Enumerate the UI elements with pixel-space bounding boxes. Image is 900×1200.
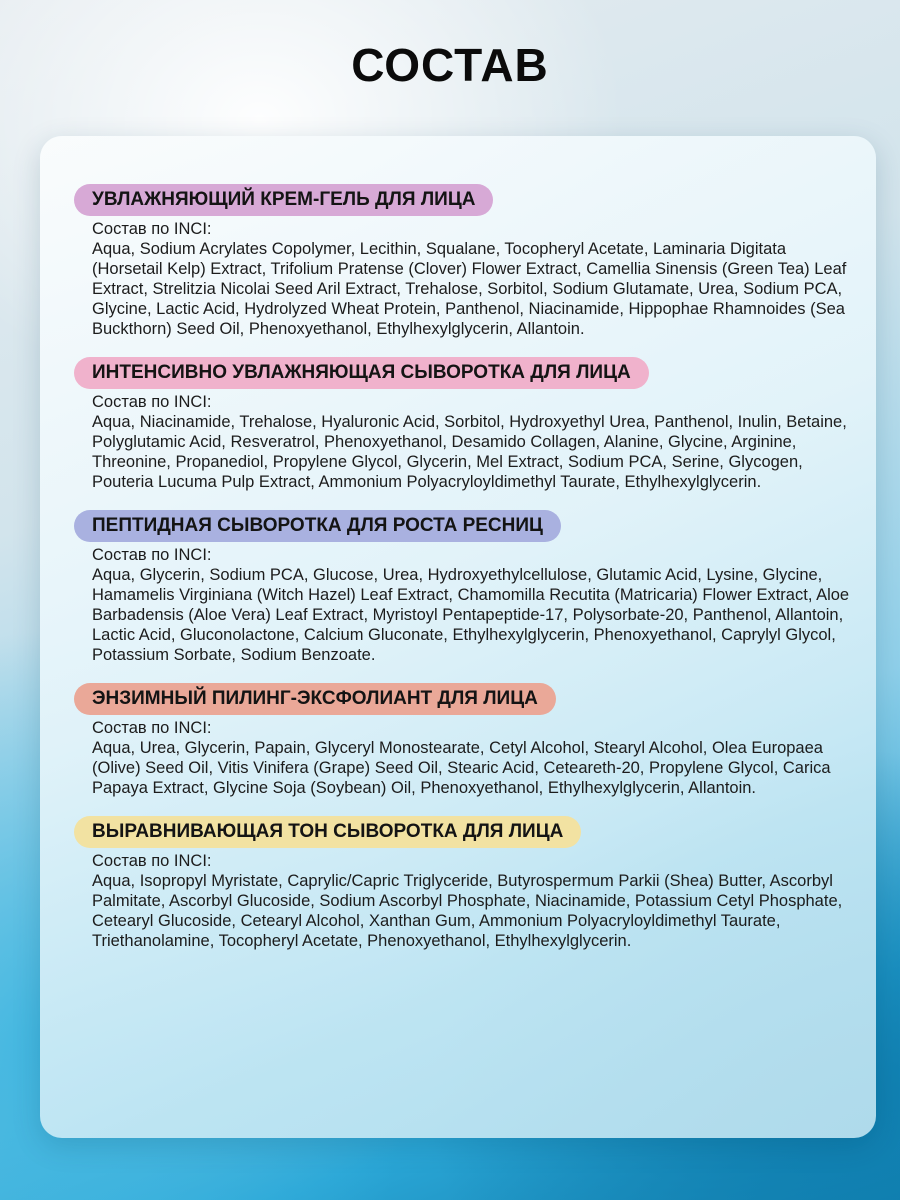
section-heading: ЭНЗИМНЫЙ ПИЛИНГ-ЭКСФОЛИАНТ ДЛЯ ЛИЦА [74,683,556,715]
section-intensive-moisturizing-serum [74,357,847,492]
inci-label: Состав по INCI: [92,852,212,870]
inci-label: Состав по INCI: [92,220,212,238]
inci-label: Состав по INCI: [92,546,212,564]
ingredients-list: Aqua, Niacinamide, Trehalose, Hyaluronic Acid, Sorbitol, Hydroxyethyl Urea, Panthenol, Inulin, Betaine, Polyglutamic Acid, Resveratrol, Phenoxyethanol, Desamido Collagen, Alanine, Glycine, Arginine, Threonine, Propanediol, Propylene Glycol, Glycerin, Mel Extract, Sodium PCA, Serine, Glycogen, Pouteria Lucuma Pulp Extract, Ammonium Polyacryloyldimethyl Taurate, Ethylhexylglycerin. [92,413,847,491]
ingredients-list: Aqua, Urea, Glycerin, Papain, Glyceryl Monostearate, Cetyl Alcohol, Stearyl Alcohol, Olea Europaea (Olive) Seed Oil, Vitis Vinifera (Grape) Seed Oil, Stearic Acid, Ceteareth-20, Propylene Glycol, Carica Papaya Extract, Glycine Soja (Soybean) Oil, Phenoxyethanol, Ethylhexylglycerin, Allantoin. [92,739,831,797]
section-peptide-lash-serum [74,510,850,665]
inci-label: Состав по INCI: [92,393,212,411]
page-title: СОСТАВ [351,39,549,91]
section-heading: ПЕПТИДНАЯ СЫВОРОТКА ДЛЯ РОСТА РЕСНИЦ [74,510,561,542]
section-enzyme-peeling [74,683,842,798]
section-heading: ИНТЕНСИВНО УВЛАЖНЯЮЩАЯ СЫВОРОТКА ДЛЯ ЛИЦА [74,357,649,389]
section-tone-evening-serum [74,816,842,951]
section-heading: ВЫРАВНИВАЮЩАЯ ТОН СЫВОРОТКА ДЛЯ ЛИЦА [74,816,581,848]
ingredients-card [40,136,876,1138]
section-moisturizing-cream-gel [74,184,847,339]
section-heading: УВЛАЖНЯЮЩИЙ КРЕМ-ГЕЛЬ ДЛЯ ЛИЦА [74,184,493,216]
ingredients-list: Aqua, Glycerin, Sodium PCA, Glucose, Urea, Hydroxyethylcellulose, Glutamic Acid, Lysine, Glycine, Hamamelis Virginiana (Witch Hazel) Leaf Extract, Chamomilla Recutita (Matricaria) Flower Extract, Aloe Barbadensis (Aloe Vera) Leaf Extract, Myristoyl Pentapeptide-17, Polysorbate-20, Panthenol, Allantoin, Lactic Acid, Gluconolactone, Calcium Gluconate, Ethylhexylglycerin, Phenoxyethanol, Caprylyl Glycol, Potassium Sorbate, Sodium Benzoate. [92,566,850,664]
ingredients-list: Aqua, Sodium Acrylates Copolymer, Lecithin, Squalane, Tocopheryl Acetate, Laminaria Digitata (Horsetail Kelp) Extract, Trifolium Pratense (Clover) Flower Extract, Camellia Sinensis (Green Tea) Leaf Extract, Strelitzia Nicolai Seed Aril Extract, Trehalose, Sorbitol, Sodium Glutamate, Urea, Sodium PCA, Glycine, Lactic Acid, Hydrolyzed Wheat Protein, Panthenol, Niacinamide, Hippophae Rhamnoides (Sea Buckthorn) Seed Oil, Phenoxyethanol, Ethylhexylglycerin, Allantoin. [92,240,847,338]
ingredients-list: Aqua, Isopropyl Myristate, Caprylic/Capric Triglyceride, Butyrospermum Parkii (Shea) Butter, Ascorbyl Palmitate, Ascorbyl Glucoside, Sodium Ascorbyl Phosphate, Niacinamide, Potassium Cetyl Phosphate, Cetearyl Glucoside, Cetearyl Alcohol, Xanthan Gum, Ammonium Polyacryloyldimethyl Taurate, Triethanolamine, Tocopheryl Acetate, Phenoxyethanol, Ethylhexylglycerin. [92,872,843,950]
inci-label: Состав по INCI: [92,719,212,737]
